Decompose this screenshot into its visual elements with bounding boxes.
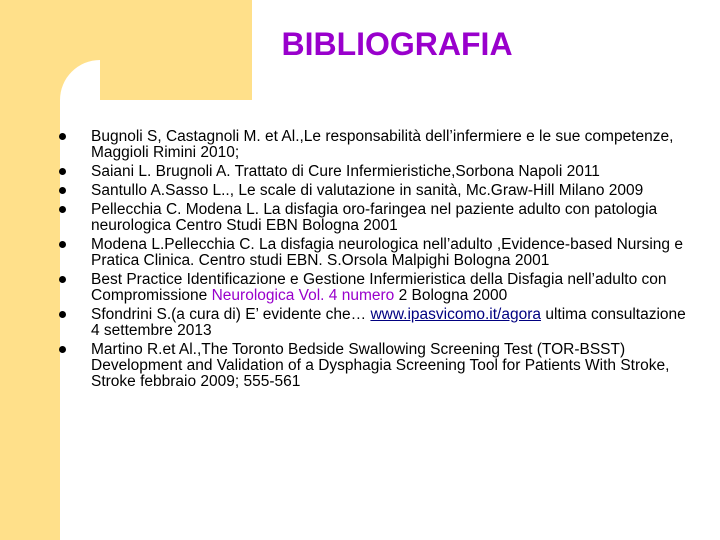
decorative-top-bar (0, 0, 252, 100)
reference-text: Sfondrini S.(a cura di) E’ evidente che… (91, 306, 371, 323)
list-item (55, 307, 695, 339)
bullet-icon (59, 311, 66, 318)
reference-link[interactable]: www.ipasvicomo.it/agora (370, 306, 542, 323)
reference-text: Bugnoli S, Castagnoli M. et Al.,Le responsabilità dell’infermiere e le sue competenze, Maggioli Rimini 2010; (91, 128, 674, 161)
list-item (55, 129, 695, 161)
reference-text-end: ultima consultazione 4 settembre 2013 (91, 306, 686, 339)
bullet-icon (59, 187, 66, 194)
list-item (55, 272, 695, 304)
bullet-icon (59, 346, 66, 353)
reference-text: Modena L.Pellecchia C. La disfagia neurologica nell’adulto ,Evidence-based Nursing e Pratica Clinica. Centro studi EBN. S.Orsola Malpighi Bologna 2001 (91, 236, 683, 269)
bullet-icon (59, 241, 66, 248)
bibliography-list (55, 129, 695, 393)
list-item (55, 202, 695, 234)
reference-text: Pellecchia C. Modena L. La disfagia oro-faringea nel paziente adulto con patologia neurologica Centro Studi EBN Bologna 2001 (91, 201, 658, 234)
reference-text-end: 2 Bologna 2000 (394, 287, 508, 304)
bullet-icon (59, 276, 66, 283)
bullet-icon (59, 168, 66, 175)
reference-text: Martino R.et Al.,The Toronto Bedside Swallowing Screening Test (TOR-BSST) Development and Validation of a Dysphagia Screening Tool for Patients With Stroke, Stroke febbraio 2009; 555-561 (91, 341, 670, 390)
list-item (55, 183, 695, 199)
highlighted-text: Neurologica Vol. 4 numero (211, 287, 395, 304)
reference-text: Best Practice Identificazione e Gestione Infermieristica della Disfagia nell’adulto con Compromissione (91, 271, 667, 304)
reference-text: Santullo A.Sasso L.., Le scale di valutazione in sanità, Mc.Graw-Hill Milano 2009 (91, 182, 644, 199)
list-item (55, 237, 695, 269)
reference-text: Saiani L. Brugnoli A. Trattato di Cure Infermieristiche,Sorbona Napoli 2011 (91, 163, 600, 180)
list-item (55, 164, 695, 180)
bullet-icon (59, 206, 66, 213)
page-title: BIBLIOGRAFIA (281, 26, 513, 62)
list-item (55, 342, 695, 390)
bullet-icon (59, 133, 66, 140)
